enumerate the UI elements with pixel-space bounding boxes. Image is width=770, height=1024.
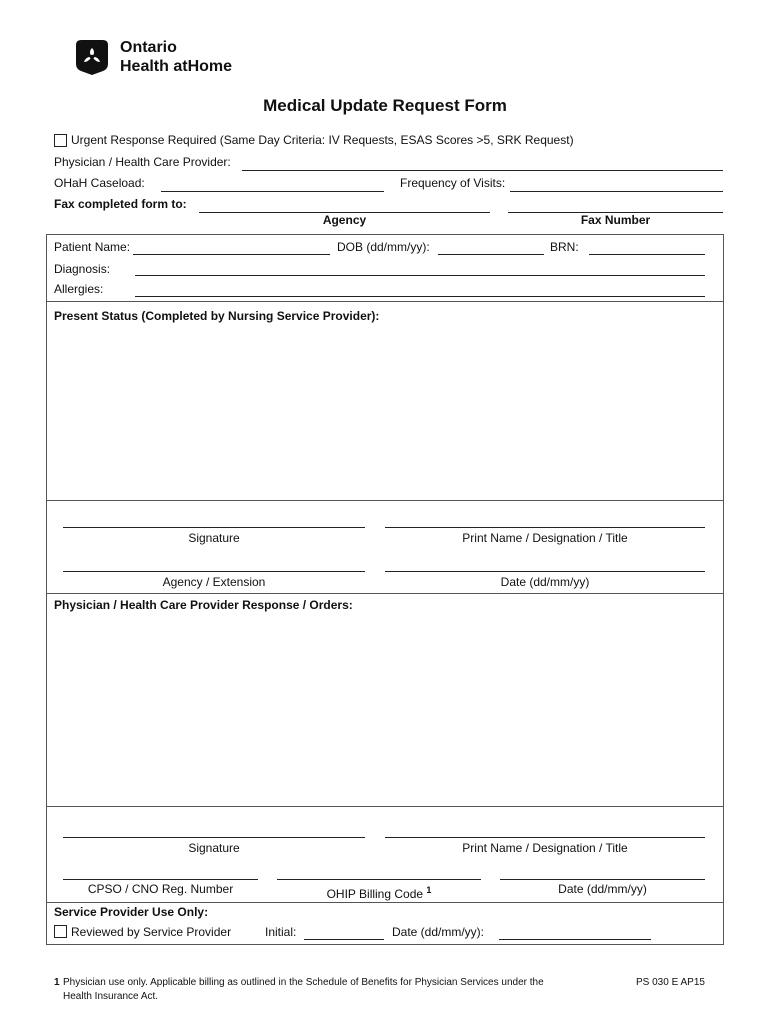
divider-physician-signature [46,806,724,807]
form-border-bottom [46,944,724,945]
dob-label: DOB (dd/mm/yy): [337,240,430,254]
ohip-line[interactable] [277,879,481,880]
caseload-label: OHaH Caseload: [54,176,145,190]
form-code: PS 030 E AP15 [636,977,705,988]
ohip-caption [277,883,481,901]
present-date-caption: Date (dd/mm/yy) [500,575,590,589]
cpso-line[interactable] [63,879,258,880]
sp-date-label: Date (dd/mm/yy): [392,925,485,939]
physician-signature-caption: Signature [188,841,240,855]
fax-label: Fax completed form to: [54,197,187,211]
cpso-caption: CPSO / CNO Reg. Number [87,882,234,896]
form-border-right [723,234,724,944]
sp-date-field[interactable] [499,926,651,940]
present-agency-line[interactable] [63,571,365,572]
footnote-line-2: Health Insurance Act. [63,991,159,1002]
frequency-field[interactable] [510,178,723,192]
physician-signature-line[interactable] [63,837,365,838]
brn-field[interactable] [589,241,705,255]
fax-number-field[interactable] [508,199,723,213]
divider-present-status [46,301,724,302]
present-status-text-area[interactable] [54,326,714,494]
present-printname-line[interactable] [385,527,705,528]
present-signature-caption: Signature [188,531,240,545]
physician-printname-line[interactable] [385,837,705,838]
dob-field[interactable] [438,241,544,255]
reviewed-checkbox[interactable] [54,925,67,938]
patient-name-label: Patient Name: [54,240,131,254]
ontario-logo [74,38,274,80]
frequency-label: Frequency of Visits: [400,176,506,190]
form-border-left [46,234,47,944]
agency-caption: Agency [322,213,367,227]
logo-line-2: Health atHome [120,58,233,75]
logo-line-1: Ontario [120,39,177,56]
present-date-line[interactable] [385,571,705,572]
physician-date-caption: Date (dd/mm/yy) [558,882,647,896]
urgent-checkbox[interactable] [54,134,67,147]
fax-number-caption: Fax Number [580,213,651,227]
present-printname-caption: Print Name / Designation / Title [462,531,628,545]
divider-present-signature [46,500,724,501]
caseload-field[interactable] [161,178,384,192]
brn-label: BRN: [550,240,579,254]
diagnosis-field[interactable] [135,262,705,276]
footnote-number: 1 [54,977,60,988]
present-signature-line[interactable] [63,527,365,528]
ohip-footnote-marker: 1 [426,885,432,895]
physician-label: Physician / Health Care Provider: [54,155,231,169]
present-agency-caption: Agency / Extension [162,575,266,589]
agency-field[interactable] [199,199,490,213]
physician-response-title: Physician / Health Care Provider Response / Orders: [54,598,353,612]
initial-label: Initial: [265,925,297,939]
urgent-label: Urgent Response Required (Same Day Criteria: IV Requests, ESAS Scores >5, SRK Request) [71,133,574,147]
form-title: Medical Update Request Form [263,96,507,115]
physician-date-line[interactable] [500,879,705,880]
patient-name-field[interactable] [133,241,330,255]
trillium-icon [74,38,110,76]
physician-response-text-area[interactable] [54,616,714,800]
divider-service-provider [46,902,724,903]
form-border-top [46,234,724,235]
physician-printname-caption: Print Name / Designation / Title [462,841,628,855]
allergies-field[interactable] [135,283,705,297]
initial-field[interactable] [304,926,384,940]
physician-field[interactable] [242,157,723,171]
divider-physician [46,593,724,594]
footnote-line-1: Physician use only. Applicable billing as outlined in the Schedule of Benefits for Physician Services under the [63,977,544,988]
reviewed-label: Reviewed by Service Provider [71,925,232,939]
diagnosis-label: Diagnosis: [54,262,111,276]
present-status-title: Present Status (Completed by Nursing Service Provider): [54,309,380,323]
allergies-label: Allergies: [54,282,104,296]
ohip-caption-text: OHIP Billing Code [326,887,424,901]
service-provider-title: Service Provider Use Only: [54,905,209,919]
